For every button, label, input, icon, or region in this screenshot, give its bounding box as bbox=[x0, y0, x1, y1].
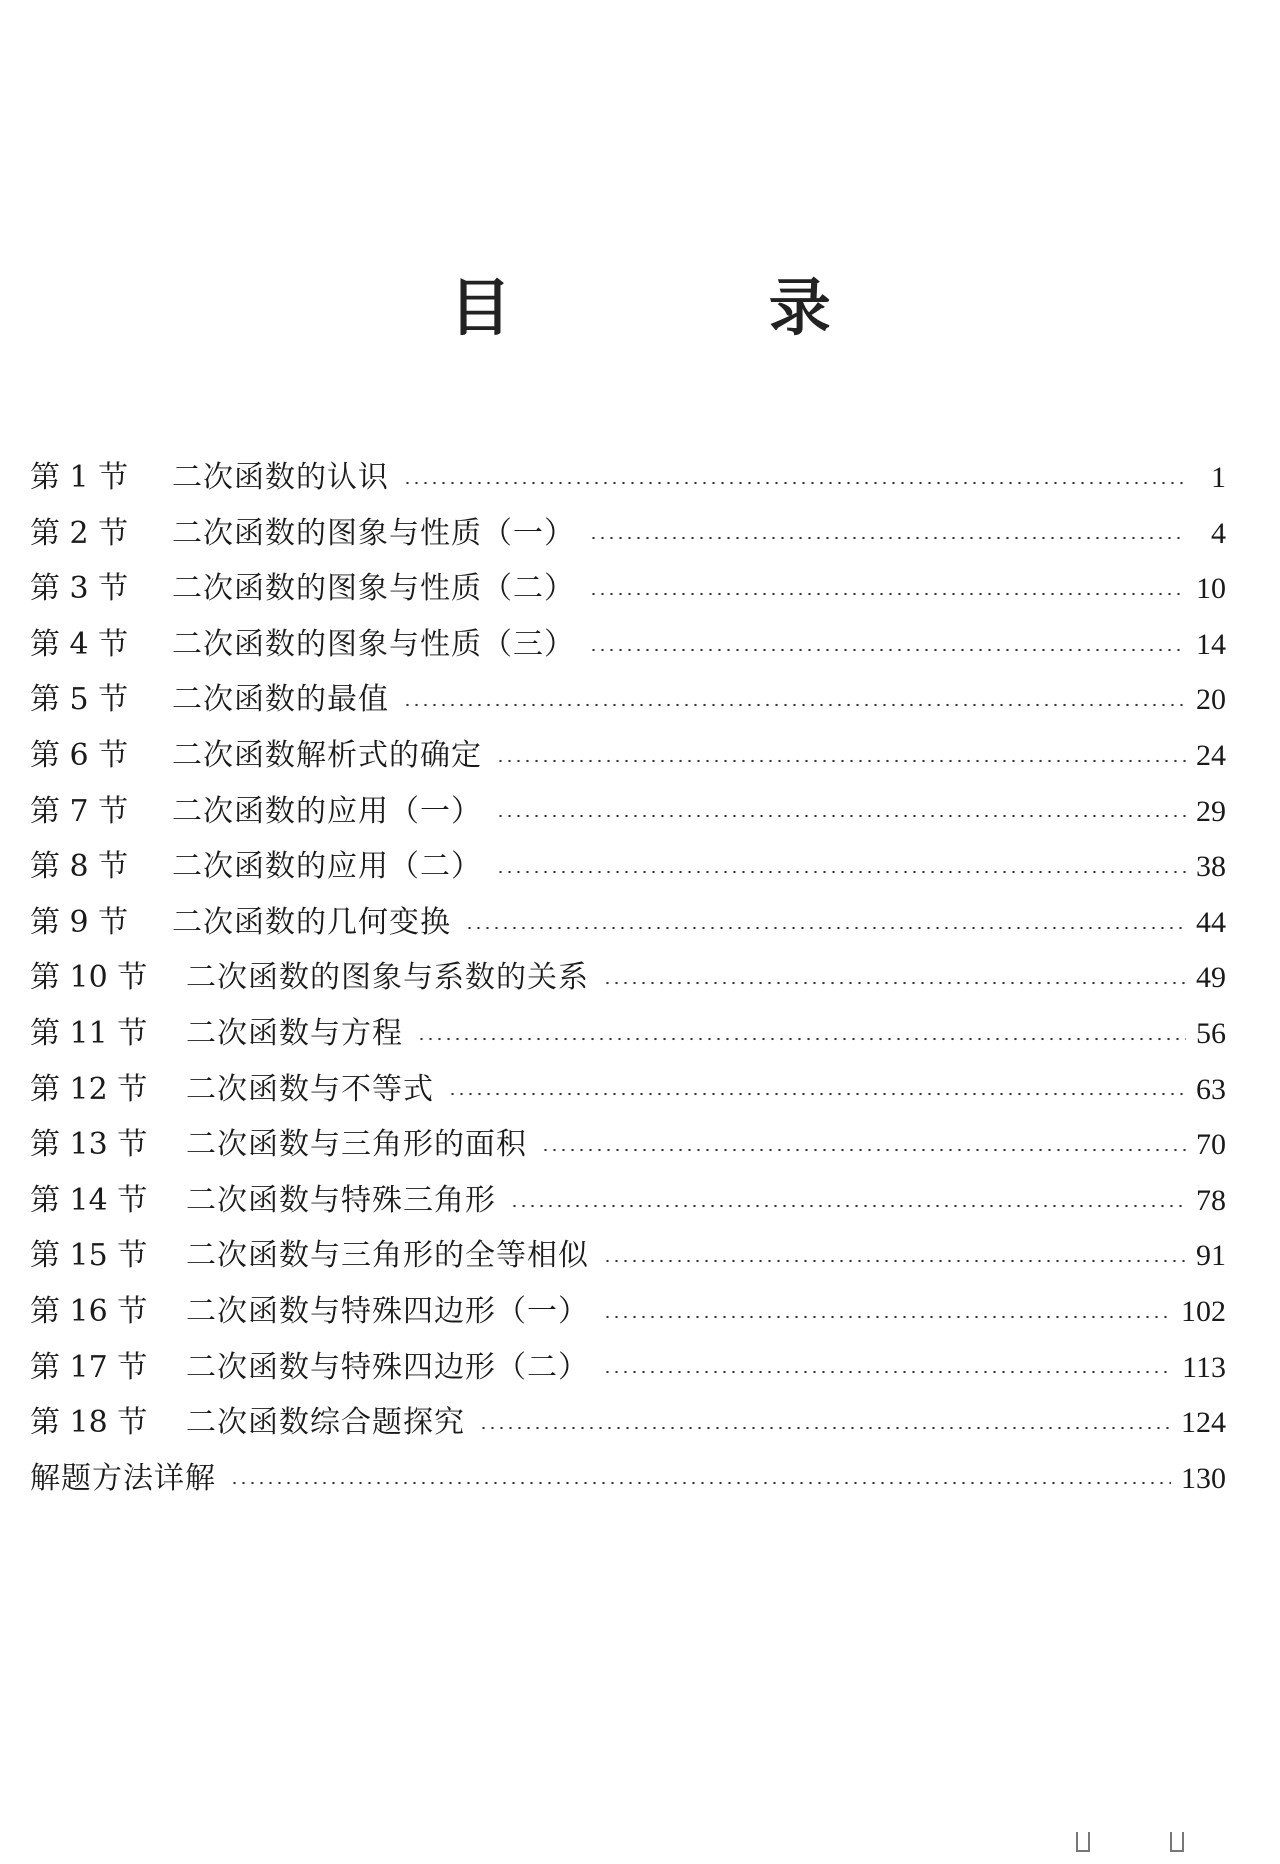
toc-row-1[interactable] bbox=[30, 450, 1226, 506]
toc-page-number: 78 bbox=[1196, 1183, 1226, 1217]
toc-chapter-title: 二次函数与三角形的全等相似 bbox=[186, 1238, 589, 1274]
toc-section-label: 第 11 节 bbox=[30, 1015, 148, 1051]
dot-leader bbox=[589, 536, 1186, 540]
toc-chapter-title: 二次函数的图象与系数的关系 bbox=[186, 960, 589, 996]
dot-leader bbox=[403, 481, 1186, 485]
toc-page-number: 4 bbox=[1211, 516, 1226, 550]
toc-section-label: 第 5 节 bbox=[30, 682, 129, 718]
scan-edge-mark bbox=[1170, 1832, 1184, 1852]
dot-leader bbox=[603, 1370, 1172, 1374]
toc-page-number: 56 bbox=[1196, 1016, 1226, 1050]
toc-page-number: 38 bbox=[1196, 850, 1226, 884]
toc-section-label: 第 17 节 bbox=[30, 1349, 148, 1385]
toc-chapter-title: 二次函数的认识 bbox=[172, 460, 389, 495]
toc-page-number: 124 bbox=[1181, 1406, 1226, 1440]
toc-page-number: 29 bbox=[1196, 794, 1226, 828]
toc-section-label: 第 3 节 bbox=[30, 571, 129, 607]
toc-section-label: 第 1 节 bbox=[30, 460, 129, 495]
dot-leader bbox=[603, 1315, 1171, 1319]
toc-section-label: 第 7 节 bbox=[30, 793, 129, 829]
scan-edge-mark bbox=[1076, 1832, 1090, 1852]
toc-row-6[interactable] bbox=[30, 728, 1226, 784]
toc-chapter-title: 二次函数与方程 bbox=[186, 1015, 403, 1051]
toc-section-label: 第 6 节 bbox=[30, 737, 129, 773]
toc-row-4[interactable] bbox=[30, 617, 1226, 673]
dot-leader bbox=[603, 981, 1186, 985]
toc-row-17[interactable] bbox=[30, 1340, 1226, 1396]
dot-leader bbox=[496, 759, 1186, 763]
toc-chapter-title: 二次函数与特殊三角形 bbox=[186, 1182, 496, 1218]
toc-chapter-title: 二次函数的最值 bbox=[172, 682, 389, 718]
toc-section-label: 第 10 节 bbox=[30, 960, 148, 996]
toc-row-12[interactable] bbox=[30, 1062, 1226, 1118]
toc-chapter-title: 二次函数的图象与性质（三） bbox=[172, 626, 575, 662]
page-title: 目 录 bbox=[449, 271, 949, 344]
toc-page-number: 24 bbox=[1196, 738, 1226, 772]
toc-row-15[interactable] bbox=[30, 1228, 1226, 1284]
dot-leader bbox=[479, 1426, 1171, 1430]
toc-section-label: 第 18 节 bbox=[30, 1405, 148, 1441]
toc-page-number: 63 bbox=[1196, 1072, 1226, 1106]
dot-leader bbox=[541, 1148, 1186, 1152]
toc-row-16[interactable] bbox=[30, 1284, 1226, 1340]
dot-leader bbox=[589, 648, 1186, 652]
toc-row-13[interactable] bbox=[30, 1117, 1226, 1173]
toc-row-2[interactable] bbox=[30, 506, 1226, 562]
toc-chapter-title: 二次函数的应用（二） bbox=[172, 849, 482, 885]
toc-row-14[interactable] bbox=[30, 1173, 1226, 1229]
toc-section-label: 第 2 节 bbox=[30, 515, 129, 551]
toc-chapter-title: 二次函数解析式的确定 bbox=[172, 737, 482, 773]
toc-page-number: 70 bbox=[1196, 1128, 1226, 1162]
toc-page-number: 14 bbox=[1196, 627, 1226, 661]
toc-page-number: 130 bbox=[1181, 1461, 1226, 1495]
toc-section-label: 第 16 节 bbox=[30, 1293, 148, 1329]
toc-row-18[interactable] bbox=[30, 1395, 1226, 1451]
toc-section-label: 第 14 节 bbox=[30, 1182, 148, 1218]
toc-chapter-title: 二次函数与特殊四边形（二） bbox=[186, 1349, 589, 1385]
toc-section-label: 第 4 节 bbox=[30, 626, 129, 662]
dot-leader bbox=[496, 870, 1186, 874]
toc-row-5[interactable] bbox=[30, 672, 1226, 728]
toc-section-label: 第 15 节 bbox=[30, 1238, 148, 1274]
toc-chapter-title: 二次函数的图象与性质（一） bbox=[172, 515, 575, 551]
toc-section-label: 第 9 节 bbox=[30, 904, 129, 940]
table-of-contents bbox=[30, 450, 1226, 1506]
toc-row-8[interactable] bbox=[30, 839, 1226, 895]
toc-chapter-title: 二次函数与三角形的面积 bbox=[186, 1127, 527, 1163]
toc-row-9[interactable] bbox=[30, 895, 1226, 951]
dot-leader bbox=[603, 1259, 1186, 1263]
toc-chapter-title: 解题方法详解 bbox=[30, 1460, 216, 1496]
toc-chapter-title: 二次函数与特殊四边形（一） bbox=[186, 1293, 589, 1329]
toc-page-number: 20 bbox=[1196, 683, 1226, 717]
toc-page-number: 10 bbox=[1196, 572, 1226, 606]
dot-leader bbox=[448, 1092, 1186, 1096]
toc-page-number: 1 bbox=[1211, 461, 1226, 494]
dot-leader bbox=[403, 703, 1186, 707]
toc-row-11[interactable] bbox=[30, 1006, 1226, 1062]
toc-row-3[interactable] bbox=[30, 561, 1226, 617]
dot-leader bbox=[465, 926, 1186, 930]
toc-page-number: 91 bbox=[1196, 1239, 1226, 1273]
dot-leader bbox=[589, 592, 1186, 596]
toc-chapter-title: 二次函数与不等式 bbox=[186, 1071, 434, 1107]
dot-leader bbox=[230, 1481, 1171, 1485]
toc-page-number: 44 bbox=[1196, 905, 1226, 939]
toc-page-number: 102 bbox=[1181, 1294, 1226, 1328]
toc-chapter-title: 二次函数的应用（一） bbox=[172, 793, 482, 829]
toc-section-label: 第 12 节 bbox=[30, 1071, 148, 1107]
toc-row-10[interactable] bbox=[30, 950, 1226, 1006]
toc-chapter-title: 二次函数的图象与性质（二） bbox=[172, 571, 575, 607]
dot-leader bbox=[510, 1204, 1186, 1208]
toc-row-7[interactable] bbox=[30, 784, 1226, 840]
toc-section-label: 第 13 节 bbox=[30, 1127, 148, 1163]
toc-chapter-title: 二次函数的几何变换 bbox=[172, 904, 451, 940]
dot-leader bbox=[417, 1037, 1186, 1041]
toc-chapter-title: 二次函数综合题探究 bbox=[186, 1405, 465, 1441]
toc-section-label: 第 8 节 bbox=[30, 849, 129, 885]
dot-leader bbox=[496, 814, 1186, 818]
toc-page-number: 49 bbox=[1196, 961, 1226, 995]
toc-page-number: 113 bbox=[1182, 1350, 1226, 1384]
toc-row-appendix[interactable] bbox=[30, 1451, 1226, 1507]
